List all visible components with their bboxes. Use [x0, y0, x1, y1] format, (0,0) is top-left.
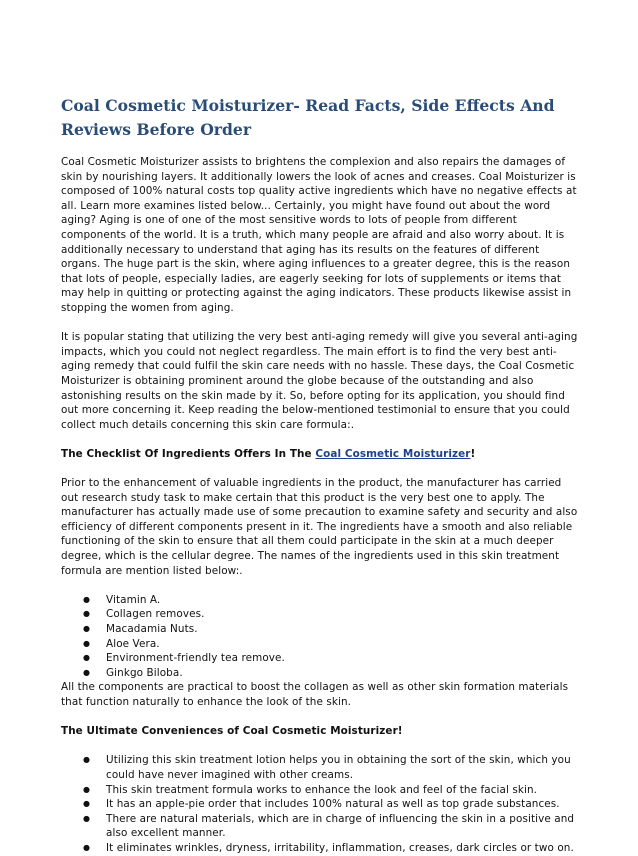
ingredients-intro: Prior to the enhancement of valuable ingredients in the product, the manufacturer has carried out research study task to make certain that this product is the very best one to apply. The manufacturer has actually made use of some precaution to examine safety and security and also efficiency of different components present in it. The ingredients have a smooth and also reliable functioning of the skin to ensure that all them could participate in the skin at a much deeper degree, which is the cellular degree. The names of the ingredients used in this skin treatment formula are mention listed below:.: [61, 477, 578, 577]
benefit-item: ● There are natural materials, which are in charge of influencing the skin in a positive and also excellent manner.: [106, 812, 581, 841]
ingredient-item: ● Environment-friendly tea remove.: [106, 651, 581, 666]
ingredient-item: ● Macadamia Nuts.: [106, 622, 581, 637]
ingredient-item: ● Aloe Vera.: [106, 637, 581, 652]
product-link[interactable]: Coal Cosmetic Moisturizer: [315, 447, 471, 460]
benefit-item: ● It has an apple-pie order that includes 100% natural as well as top grade substances.: [106, 797, 581, 812]
document-body: [61, 155, 581, 856]
benefit-item: ● This skin treatment formula works to enhance the look and feel of the facial skin.: [106, 783, 581, 798]
ingredients-outro: All the components are practical to boost the collagen as well as other skin formation materials that function naturally to enhance the look of the skin.: [61, 681, 569, 708]
ingredient-item: ● Vitamin A.: [106, 593, 581, 608]
benefits-heading: The Ultimate Conveniences of Coal Cosmetic Moisturizer!: [61, 725, 403, 738]
ingredient-item: ● Ginkgo Biloba.: [106, 666, 581, 681]
ingredients-list: [61, 593, 581, 681]
second-paragraph: It is popular stating that utilizing the very best anti-aging remedy will give you several anti-aging impacts, which you could not neglect regardless. The main effort is to find the very best anti-aging remedy that could fulfil the skin care needs with no hassle. These days, the Coal Cosmetic Moisturizer is obtaining prominent around the globe because of the outstanding and also astonishing results on the skin made by it. So, before opting for its application, you should find out more concerning it. Keep reading the below-mentioned testimonial to ensure that you could collect much details concerning this skin care formula:.: [61, 331, 578, 431]
ingredient-item: ● Collagen removes.: [106, 607, 581, 622]
ingredients-heading: [61, 447, 581, 462]
page-title: Coal Cosmetic Moisturizer- Read Facts, Side Effects And Reviews Before Order: [61, 96, 555, 139]
ingredients-heading-prefix: The Checklist Of Ingredients Offers In The: [61, 447, 316, 460]
benefits-list: [61, 753, 581, 855]
ingredients-heading-suffix: !: [470, 447, 476, 460]
benefit-item: ● Utilizing this skin treatment lotion helps you in obtaining the sort of the skin, which you could have never imagined with other creams.: [106, 753, 581, 782]
intro-paragraph: Coal Cosmetic Moisturizer assists to brightens the complexion and also repairs the damages of skin by nourishing layers. It additionally lowers the look of acnes and creases. Coal Moisturizer is composed of 100% natural costs top quality active ingredients which have no negative effects at all. Learn more examines listed below... Certainly, you might have found out about the word aging? Aging is one of one of the most sensitive words to lots of people from different components of the world. It is a truth, which many people are afraid and also worry about. It is additionally necessary to understand that aging has its results on the features of different organs. The huge part is the skin, where aging influences to a greater degree, this is the reason that lots of people, especially ladies, are eagerly seeking for lots of supplements or items that may help in quitting or protecting against the aging indicators. These products likewise assist in stopping the women from aging.: [61, 156, 577, 314]
benefit-item: ● It eliminates wrinkles, dryness, irritability, inflammation, creases, dark circles or two on.: [106, 841, 581, 856]
